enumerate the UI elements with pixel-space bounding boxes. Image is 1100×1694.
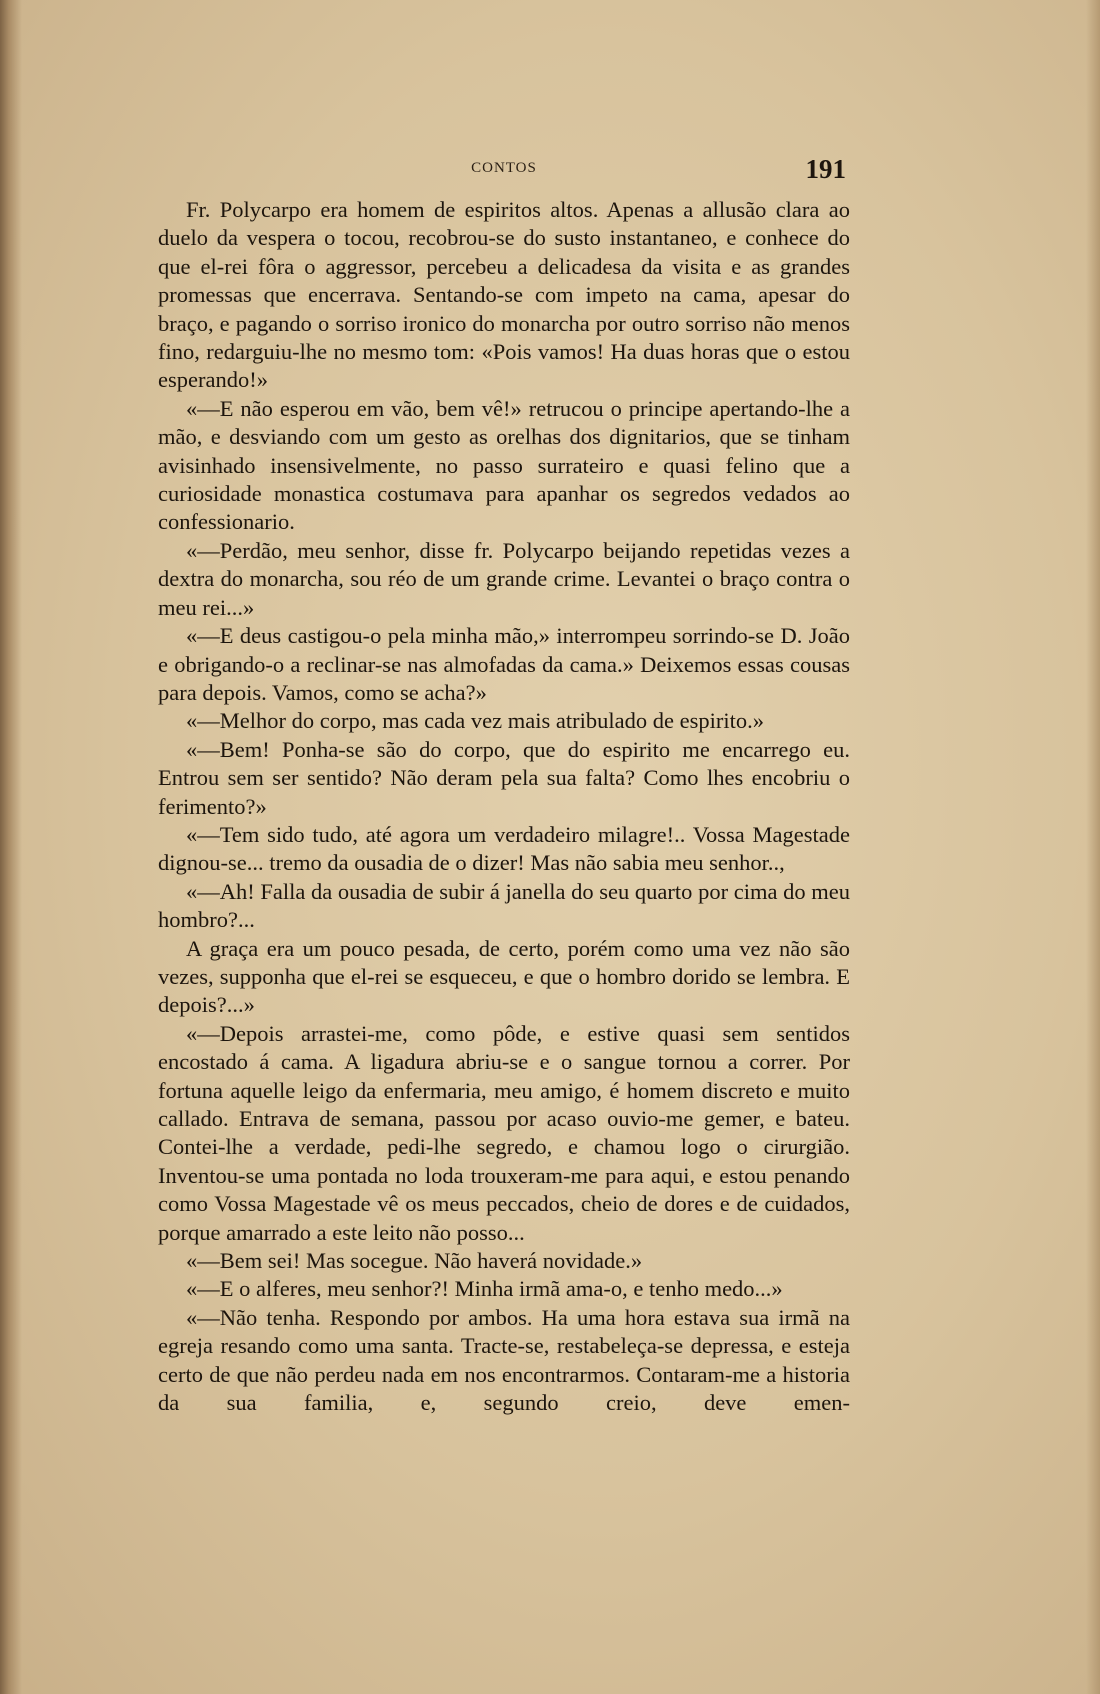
paragraph: «—Perdão, meu senhor, disse fr. Polycarpo beijando repetidas vezes a dextra do monarcha, sou réo de um grande crime. Levantei o braço contra o meu rei...» bbox=[158, 537, 850, 620]
paragraph: Fr. Polycarpo era homem de espiritos altos. Apenas a allusão clara ao duelo da vespera o tocou, recobrou-se do susto instantaneo, e conhece do que el-rei fôra o aggressor, percebeu a delicadesa da visita e as grandes promessas que encerrava. Sentando-se com impeto na cama, apesar do braço, e pagando o sorriso ironico do monarcha por outro sorriso não menos fino, redarguiu-lhe no mesmo tom: «Pois vamos! Ha duas horas que o estou esperando!» bbox=[158, 197, 850, 393]
paragraph: «—Tem sido tudo, até agora um verdadeiro milagre!.. Vossa Magestade dignou-se... tremo da ousadia de o dizer! Mas não sabia meu senhor.., bbox=[158, 821, 850, 876]
page-number: 191 bbox=[805, 154, 846, 184]
paragraph: A graça era um pouco pesada, de certo, porém como uma vez não são vezes, supponha que el-rei se esqueceu, e que o hombro dorido se lembra. E depois?...» bbox=[158, 935, 850, 1018]
paragraph: «—Depois arrastei-me, como pôde, e estive quasi sem sentidos encostado á cama. A ligadura abriu-se e o sangue tornou a correr. Por fortuna aquelle leigo da enfermaria, meu amigo, é homem discreto e muito callado. Entrava de semana, passou por acaso ouvio-me gemer, e bateu. Contei-lhe a verdade, pedi-lhe segredo, e chamou logo o cirurgião. Inventou-se uma pontada no loda trouxeram-me para aqui, e estou penando como Vossa Magestade vê os meus peccados, cheio de dores e de cuidados, porque amarrado a este leito não posso... bbox=[158, 1020, 850, 1245]
body-text bbox=[158, 196, 850, 1417]
paragraph: «—E deus castigou-o pela minha mão,» interrompeu sorrindo-se D. João e obrigando-o a reclinar-se nas almofadas da cama.» Deixemos essas cousas para depois. Vamos, como se acha?» bbox=[158, 623, 850, 705]
paragraph: «—Ah! Falla da ousadia de subir á janella do seu quarto por cima do meu hombro?... bbox=[158, 878, 850, 933]
running-title: CONTOS bbox=[471, 160, 537, 176]
paragraph: «—E o alferes, meu senhor?! Minha irmã ama-o, e tenho medo...» bbox=[186, 1276, 783, 1302]
paragraph: «—Não tenha. Respondo por ambos. Ha uma hora estava sua irmã na egreja resando como uma santa. Tracte-se, restabeleça-se depressa, e esteja certo de que não perdeu nada em nos encontrarmos. Contaram-me a historia da sua familia, e, segundo creio, deve emen- bbox=[158, 1304, 850, 1416]
page-header bbox=[158, 156, 850, 184]
paragraph: «—Bem sei! Mas socegue. Não haverá novidade.» bbox=[186, 1248, 643, 1274]
paragraph: «—Melhor do corpo, mas cada vez mais atribulado de espirito.» bbox=[186, 708, 764, 734]
paragraph: «—Bem! Ponha-se são do corpo, que do espirito me encarrego eu. Entrou sem ser sentido? Não deram pela sua falta? Como lhes encobriu o ferimento?» bbox=[158, 736, 850, 819]
paragraph: «—E não esperou em vão, bem vê!» retrucou o principe apertando-lhe a mão, e desviando com um gesto as orelhas dos dignitarios, que se tinham avisinhado insensivelmente, no passo surrateiro e quasi felino que a curiosidade monastica costumava para apanhar os segredos vedados ao confessionario. bbox=[158, 395, 850, 535]
